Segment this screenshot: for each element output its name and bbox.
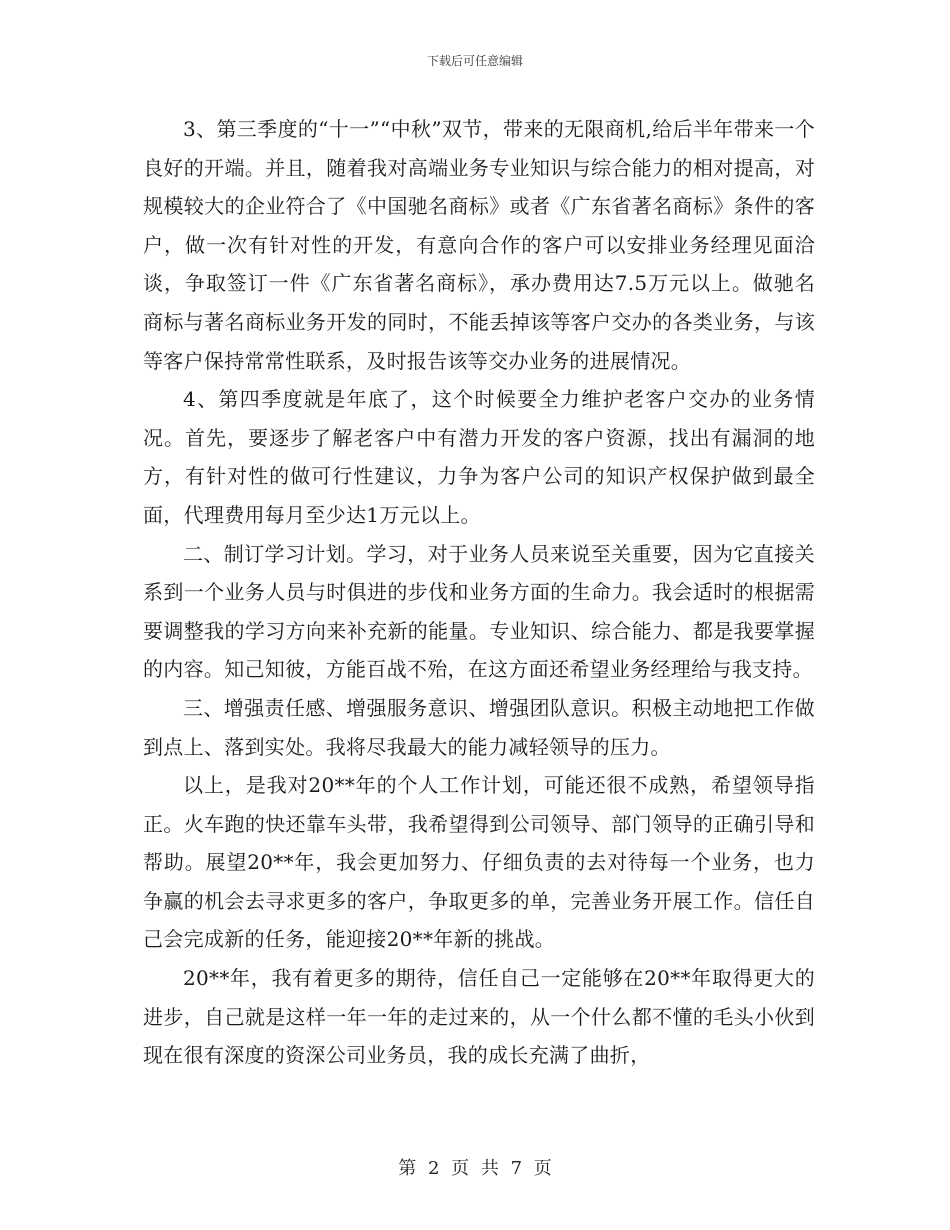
page-number-footer: 第 2 页 共 7 页 <box>398 1158 552 1179</box>
paragraph-summary: 以上，是我对20**年的个人工作计划，可能还很不成熟，希望领导指正。火车跑的快还靠车头带，我希望得到公司领导、部门领导的正确引导和帮助。展望20**年，我会更加努力、仔细负责的去对待每一个业务，也力争赢的机会去寻求更多的客户，争取更多的单，完善业务开展工作。信任自己会完成新的任务，能迎接20**年新的挑战。 <box>143 773 815 952</box>
paragraph-q4-plan: 4、第四季度就是年底了，这个时候要全力维护老客户交办的业务情况。首先，要逐步了解老客户中有潜力开发的客户资源，找出有漏洞的地方，有针对性的做可行性建议，力争为客户公司的知识产权保护做到最全面，代理费用每月至少达1万元以上。 <box>143 387 815 527</box>
paragraph-q3-plan: 3、第三季度的“十一”“中秋”双节，带来的无限商机,给后半年带来一个良好的开端。并且，随着我对高端业务专业知识与综合能力的相对提高，对规模较大的企业符合了《中国驰名商标》或者《广东省著名商标》条件的客户，做一次有针对性的开发，有意向合作的客户可以安排业务经理见面洽谈，争取签订一件《广东省著名商标》，承办费用达7.5万元以上。做驰名商标与著名商标业务开发的同时，不能丢掉该等客户交办的各类业务，与该等客户保持常常性联系，及时报告该等交办业务的进展情况。 <box>143 117 815 373</box>
paragraph-study-plan: 二、制订学习计划。学习，对于业务人员来说至关重要，因为它直接关系到一个业务人员与时俱进的步伐和业务方面的生命力。我会适时的根据需要调整我的学习方向来补充新的能量。专业知识、综合能力、都是我要掌握的内容。知己知彼，方能百战不殆，在这方面还希望业务经理给与我支持。 <box>143 541 815 682</box>
paragraph-responsibility: 三、增强责任感、增强服务意识、增强团队意识。积极主动地把工作做到点上、落到实处。我将尽我最大的能力减轻领导的压力。 <box>143 695 815 759</box>
document-body <box>143 110 815 1075</box>
header-note: 下载后可任意编辑 <box>426 54 523 68</box>
paragraph-outlook: 20**年，我有着更多的期待，信任自己一定能够在20**年取得更大的进步，自己就是这样一年一年的走过来的，从一个什么都不懂的毛头小伙到现在很有深度的资深公司业务员，我的成长充满了曲折， <box>143 966 815 1068</box>
